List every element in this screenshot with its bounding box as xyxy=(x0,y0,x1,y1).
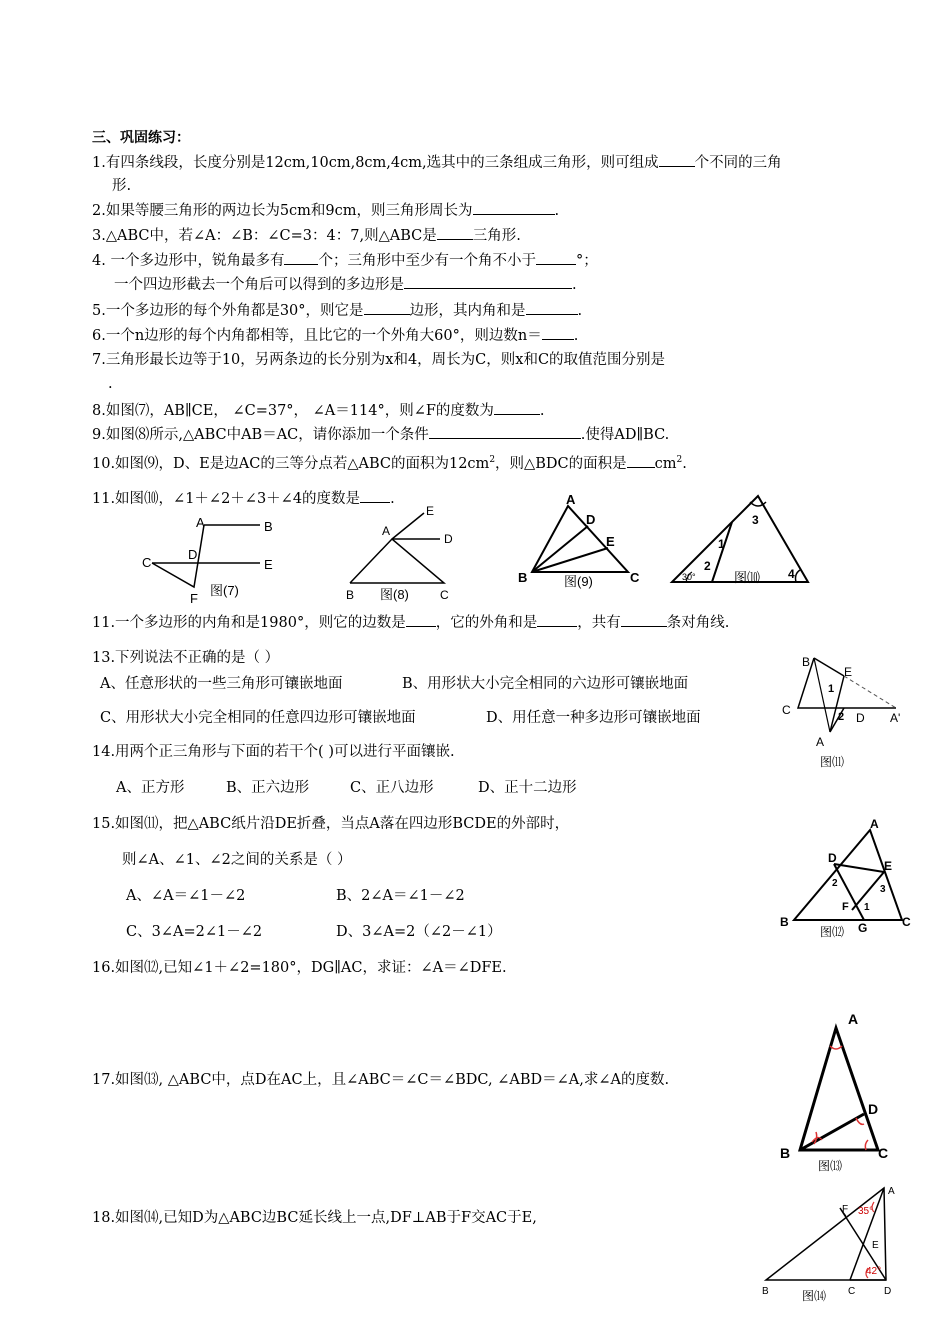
label: C xyxy=(848,1286,856,1297)
label: A xyxy=(848,1011,859,1027)
answer-blank[interactable] xyxy=(494,400,540,415)
label: 2 xyxy=(832,878,838,889)
question-2: 2.如果等腰三角形的两边长为5cm和9cm，则三角形周长为 . xyxy=(92,200,559,221)
question-11: 11.如图⑽，∠1＋∠2＋∠3＋∠4的度数是 . xyxy=(92,488,395,509)
answer-blank[interactable] xyxy=(542,325,574,340)
option-14-d[interactable]: D、正十二边形 xyxy=(478,780,577,796)
label: B xyxy=(762,1286,769,1297)
question-7: 7.三角形最长边等于10，另两条边的长分别为x和4，周长为C，则x和C的取值范围分别是 xyxy=(92,352,666,368)
question-17: 17.如图⒀, △ABC中，点D在AC上，且∠ABC＝∠C＝∠BDC, ∠ABD＝∠A,求∠A的度数. xyxy=(92,1072,670,1088)
option-13-b[interactable]: B、用形状大小完全相同的六边形可镶嵌地面 xyxy=(402,676,689,692)
question-12: 11.一个多边形的内角和是1980°，则它的边数是 ，它的外角和是 ，共有 条对角线. xyxy=(92,612,729,633)
question-1-cont: 形. xyxy=(112,178,132,194)
answer-blank[interactable] xyxy=(627,453,655,468)
option-15-c[interactable]: C、3∠A=2∠1－∠2 xyxy=(126,924,263,940)
question-7-cont: . xyxy=(108,376,113,392)
label: C xyxy=(902,915,911,929)
label: C xyxy=(142,555,152,570)
label: D xyxy=(828,851,837,865)
answer-blank[interactable] xyxy=(621,612,667,627)
label: C xyxy=(630,570,640,585)
figure-caption: 图⒁ xyxy=(802,1289,827,1303)
question-15: 15.如图⑾，把△ABC纸片沿DE折叠，当点A落在四边形BCDE的外部时， xyxy=(92,816,570,832)
label: A xyxy=(870,817,879,831)
option-13-a[interactable]: A、任意形状的一些三角形可镶嵌地面 xyxy=(100,676,343,692)
figure-8 xyxy=(340,503,460,603)
label: B xyxy=(264,519,273,534)
label: F xyxy=(842,901,849,913)
label: B xyxy=(346,588,355,602)
answer-blank[interactable] xyxy=(536,250,576,265)
answer-blank[interactable] xyxy=(526,300,578,315)
question-8: 8.如图⑺，AB∥CE， ∠C=37°， ∠A＝114°，则∠F的度数为 . xyxy=(92,400,545,421)
label: 1 xyxy=(828,683,835,695)
figure-caption: 图(8) xyxy=(380,587,409,602)
answer-blank[interactable] xyxy=(284,250,318,265)
label: D xyxy=(188,547,198,562)
question-4-cont: 一个四边形截去一个角后可以得到的多边形是 . xyxy=(114,274,577,295)
answer-blank[interactable] xyxy=(473,200,555,215)
answer-blank[interactable] xyxy=(659,152,695,167)
answer-blank[interactable] xyxy=(437,225,473,240)
label: 30° xyxy=(682,572,696,582)
label: E xyxy=(426,504,435,518)
label: B xyxy=(780,1145,791,1161)
figure-caption: 图(9) xyxy=(564,574,593,589)
label: 4 xyxy=(788,567,795,581)
answer-blank[interactable] xyxy=(404,274,572,289)
label: E xyxy=(844,665,853,679)
label: A xyxy=(196,515,205,530)
label: A xyxy=(382,524,391,538)
label: C xyxy=(782,703,791,717)
question-1: 1.有四条线段，长度分别是12cm,10cm,8cm,4cm,选其中的三条组成三角形，则可组成 个不同的三角 xyxy=(92,152,782,173)
figure-caption: 图(7) xyxy=(210,583,239,598)
question-13: 13.下列说法不正确的是（ ） xyxy=(92,650,280,666)
answer-blank[interactable] xyxy=(537,612,577,627)
label: D xyxy=(444,532,453,546)
question-5: 5.一个多边形的每个外角都是30°，则它是 边形，其内角和是 . xyxy=(92,300,582,321)
figure-caption: 图⒀ xyxy=(818,1159,843,1173)
label: B xyxy=(518,570,528,585)
label: B xyxy=(802,655,811,669)
label: D xyxy=(868,1101,879,1117)
figure-11 xyxy=(776,652,916,774)
label: G xyxy=(858,921,868,935)
figure-7 xyxy=(138,515,288,605)
label: C xyxy=(878,1145,889,1161)
option-14-a[interactable]: A、正方形 xyxy=(116,780,185,796)
option-14-c[interactable]: C、正八边形 xyxy=(350,780,434,796)
question-9: 9.如图⑻所示,△ABC中AB＝AC，请你添加一个条件 .使得AD∥BC. xyxy=(92,424,669,445)
answer-blank[interactable] xyxy=(364,300,410,315)
question-4: 4. 一个多边形中，锐角最多有 个；三角形中至少有一个角不小于 °； xyxy=(92,250,598,271)
question-6: 6.一个n边形的每个内角都相等，且比它的一个外角大60°，则边数n＝ . xyxy=(92,325,578,346)
label: E xyxy=(884,859,893,873)
label: 1 xyxy=(718,537,725,551)
figure-14 xyxy=(756,1176,906,1306)
option-15-b[interactable]: B、2∠A＝∠1－∠2 xyxy=(336,888,465,904)
figure-caption: 图⑿ xyxy=(820,925,845,939)
option-13-d[interactable]: D、用任意一种多边形可镶嵌地面 xyxy=(486,710,701,726)
label: E xyxy=(872,1240,879,1251)
label: 35° xyxy=(858,1206,874,1217)
question-15-cont: 则∠A、∠1、∠2之间的关系是（ ） xyxy=(122,852,352,868)
figure-caption: 图⑽ xyxy=(734,570,761,585)
label: A xyxy=(816,735,825,749)
figure-10 xyxy=(668,488,818,588)
label: D xyxy=(884,1286,892,1297)
label: A xyxy=(566,492,576,507)
label: F xyxy=(842,1204,849,1215)
question-14: 14.用两个正三角形与下面的若干个( )可以进行平面镶嵌. xyxy=(92,744,455,760)
option-15-a[interactable]: A、∠A＝∠1－∠2 xyxy=(126,888,246,904)
label: B xyxy=(780,915,789,929)
question-3: 3.△ABC中，若∠A：∠B：∠C=3：4：7,则△ABC是 三角形. xyxy=(92,225,521,246)
label: 3 xyxy=(752,513,759,527)
label: 3 xyxy=(880,884,886,895)
figure-caption: 图⑾ xyxy=(820,755,845,769)
label: 42° xyxy=(866,1266,882,1277)
option-15-d[interactable]: D、3∠A=2（∠2－∠1） xyxy=(336,924,502,940)
option-13-c[interactable]: C、用形状大小完全相同的任意四边形可镶嵌地面 xyxy=(100,710,416,726)
label: 1 xyxy=(864,902,870,913)
question-18: 18.如图⒁,已知D为△ABC边BC延长线上一点,DF⊥AB于F交AC于E, xyxy=(92,1210,537,1226)
question-16: 16.如图⑿,已知∠1＋∠2=180°，DG∥AC，求证：∠A＝∠DFE. xyxy=(92,960,507,976)
label: F xyxy=(190,591,198,605)
answer-blank[interactable] xyxy=(406,612,436,627)
label: A' xyxy=(890,711,901,725)
label: D xyxy=(586,512,596,527)
question-10: 10.如图⑼，D、E是边AC的三等分点若△ABC的面积为$12cm^2$，则△BDC的面积是 $cm^2$. xyxy=(92,450,687,474)
label: E xyxy=(264,557,273,572)
label: D xyxy=(856,711,865,725)
figure-12 xyxy=(778,814,918,940)
answer-blank[interactable] xyxy=(429,424,581,439)
label: 2 xyxy=(704,559,711,573)
label: 2 xyxy=(838,711,845,723)
section-title: 三、巩固练习： xyxy=(92,130,190,146)
option-14-b[interactable]: B、正六边形 xyxy=(226,780,310,796)
label: C xyxy=(440,588,449,602)
answer-blank[interactable] xyxy=(360,488,390,503)
label: E xyxy=(606,534,615,549)
figure-9 xyxy=(512,492,647,592)
label: A xyxy=(888,1186,895,1197)
figure-13 xyxy=(772,1006,902,1176)
